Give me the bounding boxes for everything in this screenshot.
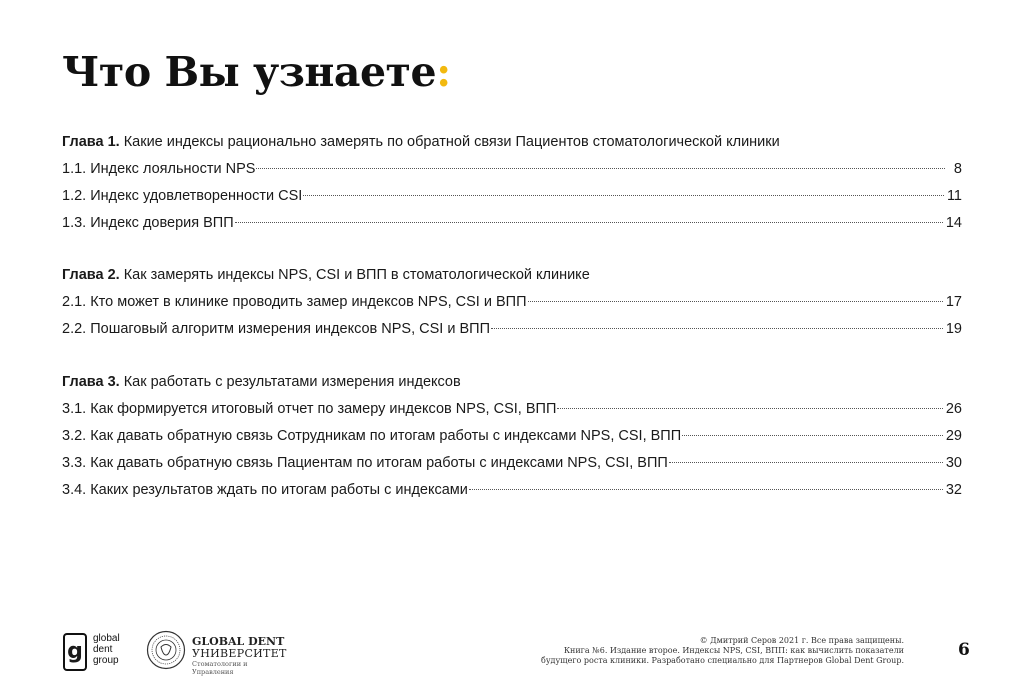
university-name-line: УНИВЕРСИТЕТ (192, 647, 287, 660)
toc-entry-text: 1.1. Индекс лояльности NPS (62, 161, 256, 177)
chapter-heading (62, 264, 962, 286)
chapter-heading (62, 131, 962, 153)
university-name-line: GLOBAL DENT (192, 635, 285, 648)
logo-word: global (93, 633, 120, 644)
logo-word: group (93, 655, 119, 666)
copyright-line: © Дмитрий Серов 2021 г. Все права защищены. (699, 636, 904, 645)
toc-entry-text: 2.2. Пошаговый алгоритм измерения индексов NPS, CSI и ВПП (62, 321, 491, 337)
page-title (62, 48, 451, 96)
copyright-line: Книга №6. Издание второе. Индексы NPS, CSI, ВПП: как вычислить показатели (563, 646, 904, 655)
dot-leader (669, 462, 943, 463)
chapter-2 (62, 264, 962, 345)
dot-leader (235, 222, 943, 223)
toc-entry-text: 3.4. Каких результатов ждать по итогам работы с индексами (62, 482, 468, 498)
dot-leader (303, 195, 944, 196)
dot-leader (682, 435, 943, 436)
chapter-title: Как работать с результатами измерения индексов (123, 374, 461, 390)
chapter-title: Как замерять индексы NPS, CSI и ВПП в стоматологической клинике (123, 267, 590, 283)
logo-word: dent (93, 644, 113, 655)
dot-leader (469, 489, 943, 490)
toc-entry[interactable] (62, 291, 962, 313)
page-title-text: Что Вы узнаете (62, 48, 437, 96)
university-name (192, 636, 287, 676)
chapter-3 (62, 371, 962, 506)
toc-entry-page: 8 (953, 161, 962, 177)
toc-entry-page: 19 (945, 321, 962, 337)
toc-entry-page: 11 (946, 188, 962, 204)
logo-g-mark: g (63, 633, 87, 671)
toc-entry[interactable] (62, 318, 962, 340)
title-colon: : (436, 48, 451, 96)
chapter-heading (62, 371, 962, 393)
page-number: 6 (958, 640, 970, 660)
university-subtitle: Стоматологии и Управления (192, 660, 248, 676)
page-footer (0, 630, 1024, 690)
chapter-title: Какие индексы рационально замерять по обратной связи Пациентов стоматологической клиники (123, 134, 780, 150)
toc-entry-page: 17 (945, 294, 962, 310)
chapter-label: Глава 2. (62, 267, 120, 283)
toc-entry[interactable] (62, 158, 962, 180)
toc-entry[interactable] (62, 185, 962, 207)
dot-leader (528, 301, 943, 302)
toc-entry-page: 32 (945, 482, 962, 498)
university-logo (146, 630, 286, 676)
toc-entry-text: 1.3. Индекс доверия ВПП (62, 215, 234, 231)
toc-entry-text: 3.2. Как давать обратную связь Сотрудникам по итогам работы с индексами NPS, CSI, ВПП (62, 428, 682, 444)
university-seal-icon (146, 630, 186, 670)
toc-entry-text: 2.1. Кто может в клинике проводить замер индексов NPS, CSI и ВПП (62, 294, 527, 310)
toc-entry-page: 29 (945, 428, 962, 444)
toc-entry-page: 30 (945, 455, 962, 471)
toc-entry-page: 26 (945, 401, 962, 417)
toc-entry[interactable] (62, 452, 962, 474)
chapter-1 (62, 131, 962, 239)
chapter-label: Глава 3. (62, 374, 120, 390)
logo-wordmark (93, 633, 120, 666)
dot-leader (491, 328, 943, 329)
global-dent-group-logo (63, 633, 133, 677)
chapter-label: Глава 1. (62, 134, 120, 150)
copyright-notice (541, 636, 904, 666)
toc-entry-text: 1.2. Индекс удовлетворенности CSI (62, 188, 303, 204)
toc-entry-text: 3.1. Как формируется итоговый отчет по замеру индексов NPS, CSI, ВПП (62, 401, 557, 417)
dot-leader (256, 168, 945, 169)
copyright-line: будущего роста клиники. Разработано специально для Партнеров Global Dent Group. (541, 656, 904, 665)
toc-entry[interactable] (62, 212, 962, 234)
toc-entry-page: 14 (945, 215, 962, 231)
dot-leader (557, 408, 943, 409)
toc-entry[interactable] (62, 425, 962, 447)
toc-entry[interactable] (62, 398, 962, 420)
toc-entry[interactable] (62, 479, 962, 501)
toc-entry-text: 3.3. Как давать обратную связь Пациентам по итогам работы с индексами NPS, CSI, ВПП (62, 455, 668, 471)
